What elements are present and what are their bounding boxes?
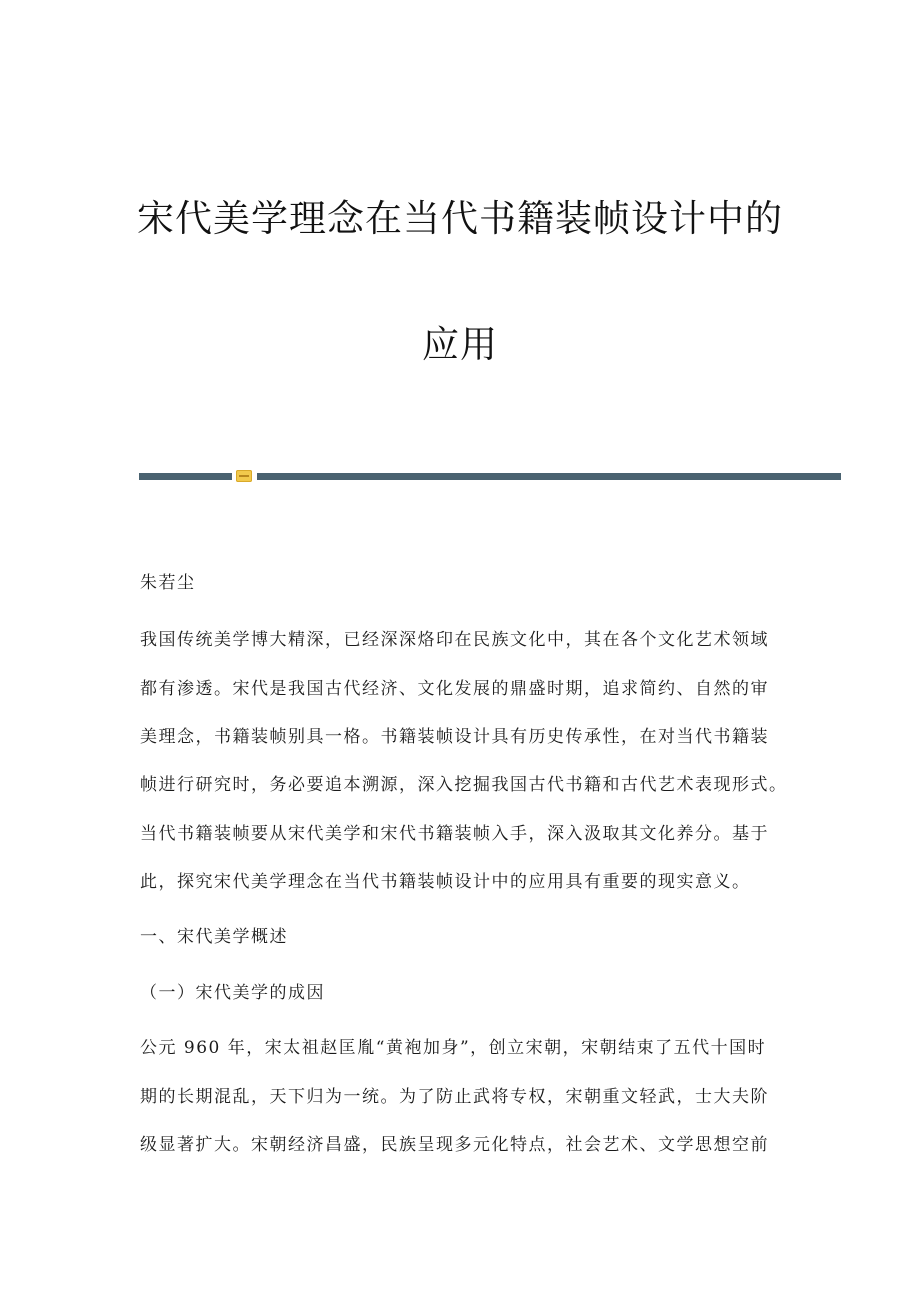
intro-line-3: 美理念，书籍装帧别具一格。书籍装帧设计具有历史传承性，在对当代书籍装 (140, 727, 769, 747)
section1-line-2: 期的长期混乱，天下归为一统。为了防止武将专权，宋朝重文轻武，士大夫阶 (140, 1087, 769, 1107)
intro-line-6: 此，探究宋代美学理念在当代书籍装帧设计中的应用具有重要的现实意义。 (140, 872, 751, 892)
intro-line-4: 帧进行研究时，务必要追本溯源，深入挖掘我国古代书籍和古代艺术表现形式。 (140, 775, 788, 795)
divider-ornament-icon (236, 470, 252, 482)
divider-left-bar (139, 473, 232, 480)
document-title-line-2: 应用 (422, 323, 498, 366)
title-divider (139, 470, 841, 482)
intro-line-1: 我国传统美学博大精深，已经深深烙印在民族文化中，其在各个文化艺术领域 (140, 630, 769, 650)
author-name: 朱若尘 (140, 573, 196, 593)
intro-line-5: 当代书籍装帧要从宋代美学和宋代书籍装帧入手，深入汲取其文化养分。基于 (140, 824, 769, 844)
section1-line-3: 级显著扩大。宋朝经济昌盛，民族呈现多元化特点，社会艺术、文学思想空前 (140, 1135, 769, 1155)
intro-line-2: 都有渗透。宋代是我国古代经济、文化发展的鼎盛时期，追求简约、自然的审 (140, 679, 769, 699)
section1-line-1: 公元 960 年，宋太祖赵匡胤“黄袍加身”，创立宋朝，宋朝结束了五代十国时 (140, 1038, 767, 1058)
subsection-heading-1: （一）宋代美学的成因 (140, 983, 325, 1003)
section-heading-1: 一、宋代美学概述 (140, 927, 288, 947)
document-title-line-1: 宋代美学理念在当代书籍装帧设计中的 (137, 197, 783, 240)
divider-right-bar (257, 473, 841, 480)
